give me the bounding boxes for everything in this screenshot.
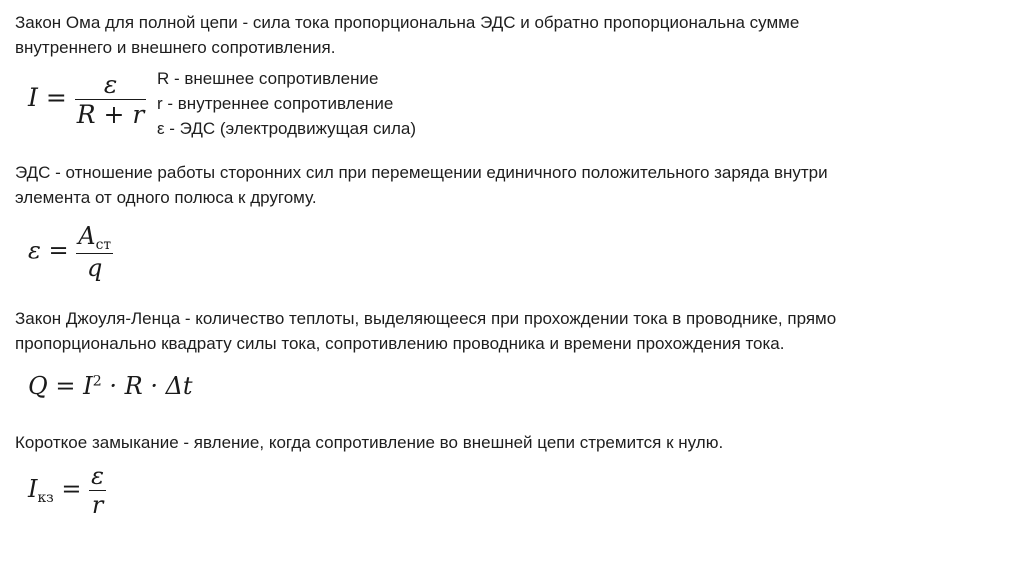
formula-fraction (76, 222, 113, 282)
joule-lenz-text-line1: Закон Джоуля-Ленца - количество теплоты, выделяющееся при прохождении тока в проводнике, прямо (15, 309, 837, 328)
formula-numerator: ε (91, 462, 105, 490)
formula-lhs: I (28, 83, 38, 112)
emf-text-line2: элемента от одного полюса к другому. (15, 188, 317, 207)
formula-fraction (75, 70, 147, 129)
formula-fraction (89, 462, 106, 519)
legend-item: R - внешнее сопротивление (157, 69, 379, 88)
ohm-law-legend (157, 66, 416, 141)
formula-exponent: 2 (92, 373, 102, 390)
formula-denominator: q (87, 253, 103, 282)
formula-numerator (76, 222, 113, 253)
formula-numerator: ε (103, 70, 118, 99)
legend-item: r - внутреннее сопротивление (157, 94, 394, 113)
ohm-law-text-line1: Закон Ома для полной цепи - сила тока пропорциональна ЭДС и обратно пропорциональна сумме (15, 13, 800, 32)
numerator-subscript: ст (95, 236, 112, 253)
emf-formula (28, 222, 113, 282)
lhs-subscript: кз (37, 489, 54, 506)
joule-lenz-formula (28, 372, 193, 400)
formula-equals: = (55, 372, 76, 400)
formula-equals: = (45, 83, 67, 112)
formula-lhs (28, 475, 54, 506)
formula-lhs: ε (28, 236, 41, 265)
formula-denominator: R + r (76, 100, 145, 129)
legend-item: ε - ЭДС (электродвижущая сила) (157, 119, 417, 138)
joule-lenz-text-line2: пропорционально квадрату силы тока, сопротивлению проводника и времени прохождения тока. (15, 334, 785, 353)
lhs-symbol: I (28, 475, 38, 503)
short-circuit-formula (28, 462, 106, 519)
formula-rest: · R · Δt (109, 372, 193, 400)
numerator-symbol: A (78, 222, 96, 250)
formula-equals: = (61, 475, 82, 503)
emf-text-line1: ЭДС - отношение работы сторонних сил при перемещении единичного положительного заряда внутри (15, 163, 828, 182)
short-circuit-text: Короткое замыкание - явление, когда сопротивление во внешней цепи стремится к нулю. (15, 433, 724, 452)
ohm-law-text-line2: внутреннего и внешнего сопротивления. (15, 38, 336, 57)
formula-base: I (83, 372, 93, 400)
formula-lhs: Q (28, 372, 48, 400)
formula-equals: = (48, 236, 69, 265)
formula-denominator: r (91, 491, 104, 519)
ohm-law-formula (28, 70, 146, 129)
